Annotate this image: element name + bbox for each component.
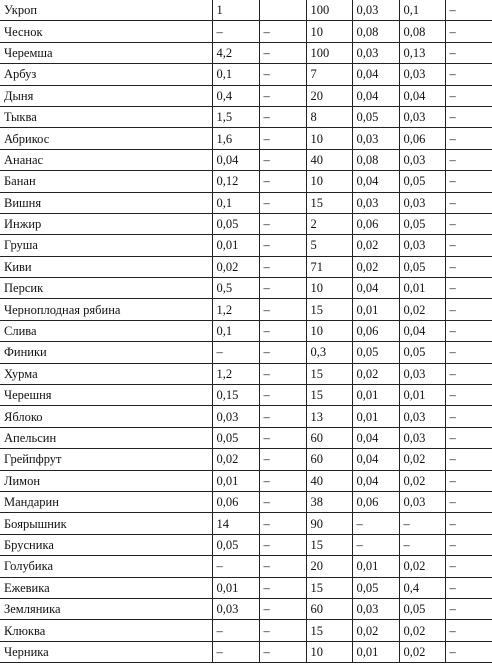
value-cell-6: –	[445, 0, 492, 21]
product-name-cell: Абрикос	[0, 128, 212, 149]
table-row	[0, 64, 492, 85]
value-cell-1: 1,2	[212, 363, 259, 384]
value-cell-6: –	[445, 128, 492, 149]
value-cell-4: 0,06	[352, 320, 399, 341]
value-cell-2: –	[259, 171, 306, 192]
value-cell-4: 0,01	[352, 641, 399, 662]
value-cell-2: –	[259, 513, 306, 534]
value-cell-4: 0,01	[352, 556, 399, 577]
value-cell-4: 0,03	[352, 42, 399, 63]
value-cell-4: 0,06	[352, 491, 399, 512]
value-cell-2: –	[259, 320, 306, 341]
value-cell-4: 0,02	[352, 235, 399, 256]
value-cell-3: 100	[306, 42, 352, 63]
value-cell-3: 20	[306, 556, 352, 577]
value-cell-3: 15	[306, 192, 352, 213]
value-cell-3: 10	[306, 278, 352, 299]
table-row	[0, 171, 492, 192]
table-row	[0, 320, 492, 341]
value-cell-4: 0,04	[352, 449, 399, 470]
value-cell-6: –	[445, 21, 492, 42]
value-cell-6: –	[445, 192, 492, 213]
value-cell-5: 0,1	[399, 0, 445, 21]
table-row	[0, 0, 492, 21]
value-cell-6: –	[445, 106, 492, 127]
value-cell-4: 0,03	[352, 598, 399, 619]
value-cell-2: –	[259, 556, 306, 577]
product-name-cell: Финики	[0, 342, 212, 363]
value-cell-1: 0,01	[212, 235, 259, 256]
value-cell-3: 10	[306, 320, 352, 341]
value-cell-1: –	[212, 556, 259, 577]
value-cell-3: 10	[306, 171, 352, 192]
product-name-cell: Яблоко	[0, 406, 212, 427]
table-row	[0, 556, 492, 577]
product-name-cell: Киви	[0, 256, 212, 277]
value-cell-1: 0,1	[212, 192, 259, 213]
product-name-cell: Чеснок	[0, 21, 212, 42]
table-row	[0, 363, 492, 384]
table-row	[0, 192, 492, 213]
product-name-cell: Банан	[0, 171, 212, 192]
value-cell-4: 0,01	[352, 299, 399, 320]
value-cell-4: 0,03	[352, 128, 399, 149]
value-cell-5: 0,03	[399, 149, 445, 170]
value-cell-3: 71	[306, 256, 352, 277]
value-cell-5: 0,05	[399, 256, 445, 277]
value-cell-3: 15	[306, 534, 352, 555]
value-cell-1: 0,03	[212, 598, 259, 619]
value-cell-4: 0,06	[352, 213, 399, 234]
value-cell-2: –	[259, 427, 306, 448]
value-cell-6: –	[445, 556, 492, 577]
value-cell-6: –	[445, 363, 492, 384]
value-cell-2: –	[259, 42, 306, 63]
value-cell-1: –	[212, 342, 259, 363]
value-cell-2: –	[259, 641, 306, 662]
product-name-cell: Персик	[0, 278, 212, 299]
table-row	[0, 598, 492, 619]
value-cell-3: 100	[306, 0, 352, 21]
value-cell-3: 20	[306, 85, 352, 106]
value-cell-2: –	[259, 235, 306, 256]
value-cell-5: 0,03	[399, 235, 445, 256]
table-row	[0, 449, 492, 470]
value-cell-6: –	[445, 534, 492, 555]
product-name-cell: Грейпфрут	[0, 449, 212, 470]
value-cell-3: 15	[306, 299, 352, 320]
product-name-cell: Арбуз	[0, 64, 212, 85]
value-cell-2: –	[259, 213, 306, 234]
value-cell-4: 0,05	[352, 342, 399, 363]
product-name-cell: Черемша	[0, 42, 212, 63]
value-cell-3: 8	[306, 106, 352, 127]
value-cell-6: –	[445, 85, 492, 106]
value-cell-5: 0,02	[399, 470, 445, 491]
value-cell-5: 0,02	[399, 299, 445, 320]
value-cell-1: 1	[212, 0, 259, 21]
value-cell-2: –	[259, 192, 306, 213]
value-cell-4: 0,02	[352, 256, 399, 277]
product-name-cell: Черника	[0, 641, 212, 662]
value-cell-4: 0,05	[352, 106, 399, 127]
value-cell-2: –	[259, 106, 306, 127]
table-row	[0, 513, 492, 534]
value-cell-2: –	[259, 385, 306, 406]
value-cell-4: 0,01	[352, 385, 399, 406]
value-cell-5: 0,03	[399, 192, 445, 213]
value-cell-2: –	[259, 577, 306, 598]
value-cell-4: 0,04	[352, 278, 399, 299]
value-cell-6: –	[445, 577, 492, 598]
table-row	[0, 149, 492, 170]
value-cell-4: 0,04	[352, 171, 399, 192]
value-cell-6: –	[445, 256, 492, 277]
value-cell-2: –	[259, 342, 306, 363]
product-name-cell: Хурма	[0, 363, 212, 384]
table-row	[0, 641, 492, 662]
value-cell-1: 0,1	[212, 320, 259, 341]
table-row	[0, 256, 492, 277]
product-name-cell: Земляника	[0, 598, 212, 619]
value-cell-5: 0,03	[399, 427, 445, 448]
value-cell-1: 0,02	[212, 449, 259, 470]
value-cell-5: –	[399, 534, 445, 555]
value-cell-1: 0,01	[212, 577, 259, 598]
table-row	[0, 128, 492, 149]
value-cell-3: 15	[306, 620, 352, 641]
product-name-cell: Ананас	[0, 149, 212, 170]
value-cell-2: –	[259, 363, 306, 384]
product-name-cell: Укроп	[0, 0, 212, 21]
value-cell-1: 4,2	[212, 42, 259, 63]
value-cell-5: 0,03	[399, 106, 445, 127]
value-cell-3: 60	[306, 427, 352, 448]
value-cell-4: 0,04	[352, 427, 399, 448]
table-row	[0, 213, 492, 234]
value-cell-2: –	[259, 149, 306, 170]
value-cell-3: 40	[306, 149, 352, 170]
value-cell-1: 0,1	[212, 64, 259, 85]
value-cell-4: 0,03	[352, 0, 399, 21]
value-cell-2: –	[259, 128, 306, 149]
value-cell-3: 5	[306, 235, 352, 256]
value-cell-4: 0,04	[352, 64, 399, 85]
value-cell-2: –	[259, 21, 306, 42]
table-row	[0, 342, 492, 363]
value-cell-6: –	[445, 149, 492, 170]
value-cell-3: 15	[306, 363, 352, 384]
value-cell-1: 0,4	[212, 85, 259, 106]
product-name-cell: Боярышник	[0, 513, 212, 534]
value-cell-3: 2	[306, 213, 352, 234]
value-cell-2: –	[259, 406, 306, 427]
value-cell-4: –	[352, 513, 399, 534]
value-cell-3: 15	[306, 577, 352, 598]
value-cell-2: –	[259, 85, 306, 106]
value-cell-4: 0,04	[352, 470, 399, 491]
value-cell-1: 0,05	[212, 213, 259, 234]
table-row	[0, 491, 492, 512]
value-cell-2: –	[259, 598, 306, 619]
value-cell-5: 0,02	[399, 449, 445, 470]
value-cell-3: 60	[306, 598, 352, 619]
value-cell-2: –	[259, 491, 306, 512]
value-cell-2: –	[259, 278, 306, 299]
value-cell-5: 0,03	[399, 64, 445, 85]
value-cell-5: 0,03	[399, 363, 445, 384]
product-name-cell: Лимон	[0, 470, 212, 491]
table-row	[0, 577, 492, 598]
value-cell-1: 0,04	[212, 149, 259, 170]
value-cell-3: 40	[306, 470, 352, 491]
value-cell-1: 0,01	[212, 470, 259, 491]
value-cell-5: 0,03	[399, 406, 445, 427]
product-name-cell: Инжир	[0, 213, 212, 234]
table-row	[0, 235, 492, 256]
table-row	[0, 385, 492, 406]
value-cell-6: –	[445, 342, 492, 363]
value-cell-3: 60	[306, 449, 352, 470]
value-cell-6: –	[445, 427, 492, 448]
value-cell-3: 13	[306, 406, 352, 427]
value-cell-5: 0,01	[399, 278, 445, 299]
value-cell-3: 15	[306, 385, 352, 406]
value-cell-1: 1,2	[212, 299, 259, 320]
table-row	[0, 85, 492, 106]
table-row	[0, 21, 492, 42]
table-row	[0, 42, 492, 63]
table-row	[0, 534, 492, 555]
value-cell-5: 0,08	[399, 21, 445, 42]
value-cell-5: 0,05	[399, 342, 445, 363]
value-cell-5: 0,04	[399, 85, 445, 106]
table-row	[0, 427, 492, 448]
value-cell-5: –	[399, 513, 445, 534]
product-name-cell: Брусника	[0, 534, 212, 555]
value-cell-4: –	[352, 534, 399, 555]
value-cell-4: 0,01	[352, 406, 399, 427]
value-cell-4: 0,02	[352, 620, 399, 641]
value-cell-2: –	[259, 534, 306, 555]
value-cell-5: 0,01	[399, 385, 445, 406]
value-cell-5: 0,05	[399, 171, 445, 192]
value-cell-5: 0,4	[399, 577, 445, 598]
product-name-cell: Черноплодная рябина	[0, 299, 212, 320]
value-cell-3: 90	[306, 513, 352, 534]
value-cell-6: –	[445, 171, 492, 192]
product-name-cell: Груша	[0, 235, 212, 256]
value-cell-1: 0,03	[212, 406, 259, 427]
value-cell-3: 10	[306, 21, 352, 42]
value-cell-1: 0,06	[212, 491, 259, 512]
value-cell-6: –	[445, 491, 492, 512]
table-row	[0, 620, 492, 641]
value-cell-6: –	[445, 385, 492, 406]
value-cell-2	[259, 0, 306, 21]
value-cell-6: –	[445, 620, 492, 641]
product-name-cell: Вишня	[0, 192, 212, 213]
value-cell-3: 0,3	[306, 342, 352, 363]
value-cell-1: –	[212, 641, 259, 662]
value-cell-3: 38	[306, 491, 352, 512]
value-cell-4: 0,02	[352, 363, 399, 384]
table-row	[0, 278, 492, 299]
product-name-cell: Черешня	[0, 385, 212, 406]
value-cell-5: 0,02	[399, 641, 445, 662]
value-cell-5: 0,06	[399, 128, 445, 149]
value-cell-1: 0,05	[212, 427, 259, 448]
value-cell-1: 0,15	[212, 385, 259, 406]
table-row	[0, 299, 492, 320]
value-cell-2: –	[259, 64, 306, 85]
product-name-cell: Мандарин	[0, 491, 212, 512]
value-cell-6: –	[445, 598, 492, 619]
value-cell-6: –	[445, 235, 492, 256]
value-cell-1: 1,6	[212, 128, 259, 149]
value-cell-6: –	[445, 299, 492, 320]
product-name-cell: Тыква	[0, 106, 212, 127]
value-cell-3: 7	[306, 64, 352, 85]
value-cell-6: –	[445, 320, 492, 341]
value-cell-1: 0,12	[212, 171, 259, 192]
value-cell-6: –	[445, 213, 492, 234]
value-cell-5: 0,02	[399, 620, 445, 641]
value-cell-1: 14	[212, 513, 259, 534]
value-cell-5: 0,02	[399, 556, 445, 577]
value-cell-2: –	[259, 620, 306, 641]
value-cell-2: –	[259, 256, 306, 277]
product-name-cell: Клюква	[0, 620, 212, 641]
value-cell-6: –	[445, 449, 492, 470]
value-cell-5: 0,13	[399, 42, 445, 63]
value-cell-6: –	[445, 406, 492, 427]
value-cell-6: –	[445, 64, 492, 85]
product-name-cell: Апельсин	[0, 427, 212, 448]
value-cell-4: 0,03	[352, 192, 399, 213]
value-cell-3: 10	[306, 128, 352, 149]
value-cell-1: 0,5	[212, 278, 259, 299]
value-cell-3: 10	[306, 641, 352, 662]
product-name-cell: Дыня	[0, 85, 212, 106]
table-row	[0, 406, 492, 427]
value-cell-6: –	[445, 641, 492, 662]
table-row	[0, 106, 492, 127]
table-row	[0, 470, 492, 491]
value-cell-1: 1,5	[212, 106, 259, 127]
value-cell-6: –	[445, 470, 492, 491]
value-cell-5: 0,04	[399, 320, 445, 341]
value-cell-2: –	[259, 449, 306, 470]
value-cell-1: –	[212, 620, 259, 641]
value-cell-6: –	[445, 513, 492, 534]
value-cell-6: –	[445, 42, 492, 63]
value-cell-4: 0,04	[352, 85, 399, 106]
value-cell-5: 0,05	[399, 598, 445, 619]
value-cell-4: 0,08	[352, 149, 399, 170]
value-cell-2: –	[259, 470, 306, 491]
value-cell-1: 0,05	[212, 534, 259, 555]
value-cell-1: –	[212, 21, 259, 42]
product-name-cell: Слива	[0, 320, 212, 341]
product-name-cell: Голубика	[0, 556, 212, 577]
value-cell-4: 0,05	[352, 577, 399, 598]
value-cell-5: 0,03	[399, 491, 445, 512]
value-cell-6: –	[445, 278, 492, 299]
value-cell-4: 0,08	[352, 21, 399, 42]
value-cell-1: 0,02	[212, 256, 259, 277]
product-name-cell: Ежевика	[0, 577, 212, 598]
value-cell-2: –	[259, 299, 306, 320]
value-cell-5: 0,05	[399, 213, 445, 234]
